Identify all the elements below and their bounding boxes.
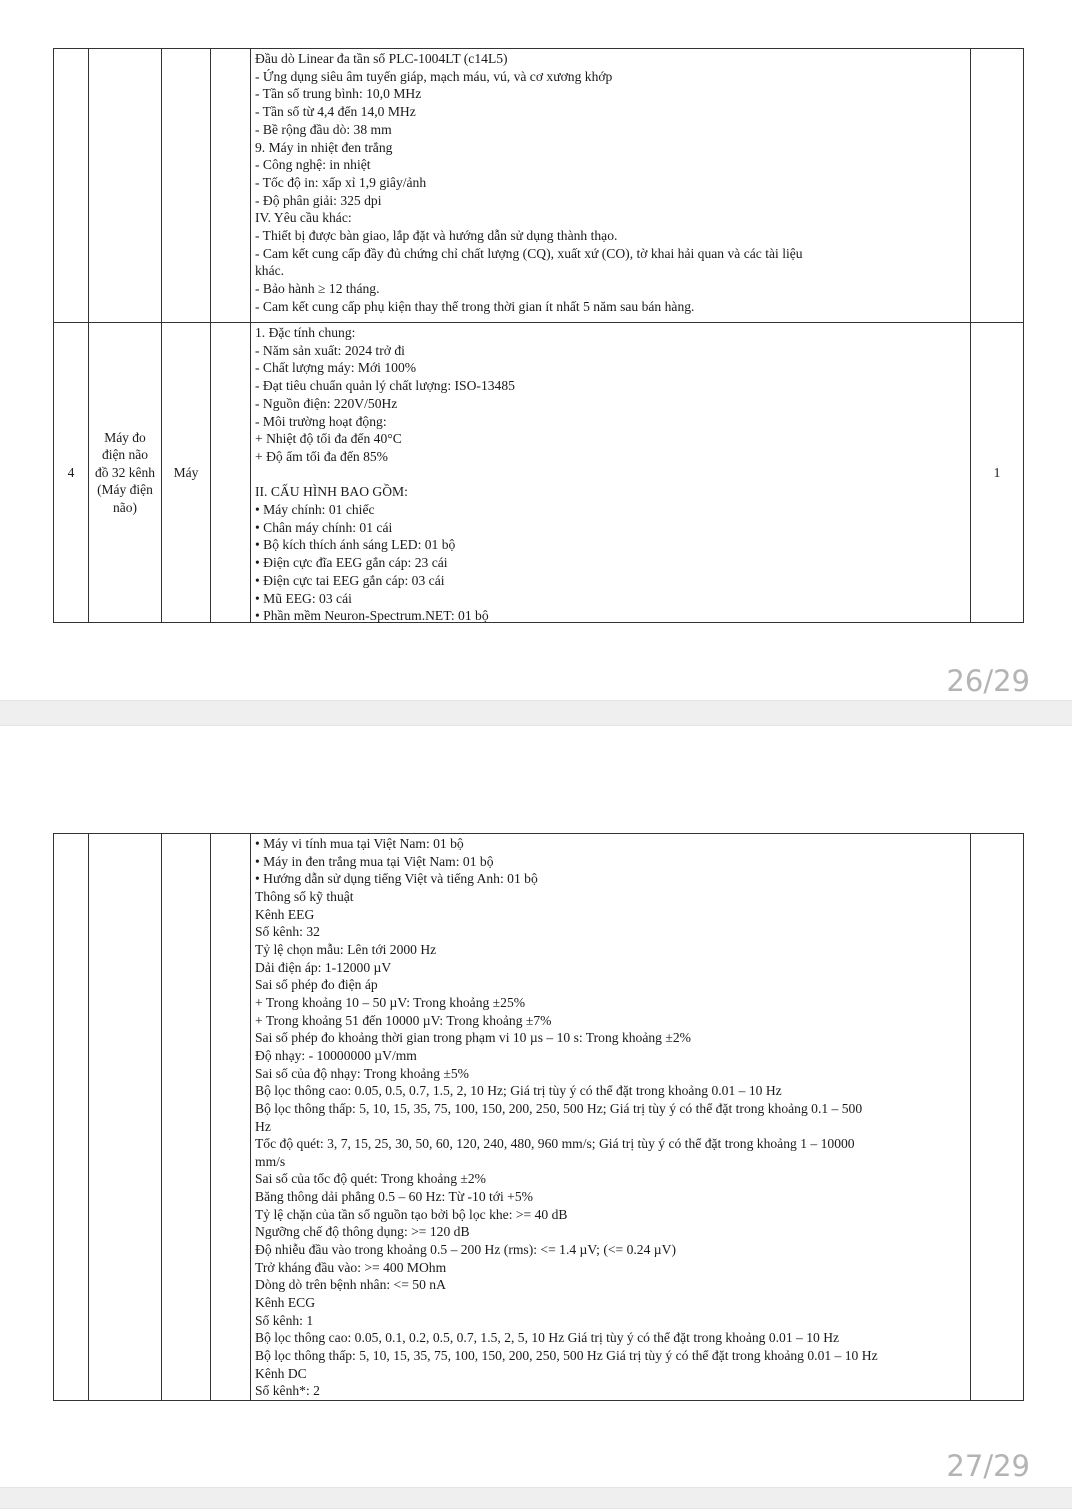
description-cell [251,323,971,622]
stt-cell: 4 [54,323,89,622]
description-line: - Môi trường hoạt động: [255,413,387,429]
description-line: Số kênh*: 2 [255,1383,320,1399]
description-line: Đầu dò Linear đa tần số PLC-1004LT (c14L5) [255,51,508,66]
description-line: khác. [255,263,285,279]
description-line: Dải điện áp: 1-12000 µV [255,959,392,975]
spec-table-page-27 [53,833,1024,1401]
description-line: Tỷ lệ chọn mẫu: Lên tới 2000 Hz [255,941,437,957]
description-line: - Chất lượng máy: Mới 100% [255,360,417,376]
description-line: Bộ lọc thông thấp: 5, 10, 15, 35, 75, 100, 150, 200, 250, 500 Hz Giá trị tùy ý có thể đặt trong khoảng 0.01 – 10 Hz [255,1348,878,1364]
stt-cell [54,49,89,322]
description-line: - Tần số từ 4,4 đến 14,0 MHz [255,104,416,120]
description-line: + Trong khoảng 51 đến 10000 µV: Trong khoảng ±7% [255,1012,552,1028]
description-line: Sai số phép đo khoảng thời gian trong phạm vi 10 µs – 10 s: Trong khoảng ±2% [255,1030,691,1046]
description-line: • Điện cực đĩa EEG gắn cáp: 23 cái [255,555,448,571]
name-cell [89,834,162,1400]
description-line: + Trong khoảng 10 – 50 µV: Trong khoảng ±25% [255,994,526,1010]
description-line: Bộ lọc thông cao: 0.05, 0.1, 0.2, 0.5, 0.7, 1.5, 2, 5, 10 Hz Giá trị tùy ý có thể đặt trong khoảng 0.01 – 10 Hz [255,1330,840,1346]
description-line: - Bề rộng đầu dò: 38 mm [255,121,392,137]
description-line: • Chân máy chính: 01 cái [255,519,393,535]
blank-cell [211,834,251,1400]
description-line: Sai số của tốc độ quét: Trong khoảng ±2% [255,1171,486,1187]
description-line: - Ứng dụng siêu âm tuyến giáp, mạch máu, vú, và cơ xương khớp [255,68,613,84]
description-line: Kênh EEG [255,906,315,922]
item-name-cell [89,323,162,622]
description-line: 9. Máy in nhiệt đen trắng [255,139,393,155]
blank-cell [211,323,251,622]
description-line: Độ nhạy: - 10000000 µV/mm [255,1047,417,1063]
description-line: mm/s [255,1153,286,1169]
description-line: Bộ lọc thông cao: 0.05, 0.5, 0.7, 1.5, 2, 10 Hz; Giá trị tùy ý có thể đặt trong khoảng 0.01 – 10 Hz [255,1083,782,1099]
description-line: - Thiết bị được bàn giao, lắp đặt và hướng dẫn sử dụng thành thạo. [255,228,618,244]
description-line: Sai số của độ nhạy: Trong khoảng ±5% [255,1065,470,1081]
item-name: Máy đo điện não đồ 32 kênh (Máy điện não) [95,429,155,515]
description-line: • Máy vi tính mua tại Việt Nam: 01 bộ [255,836,464,851]
table-row [54,49,1023,322]
page-number: 27/29 [946,1449,1030,1483]
description-line: - Tần số trung bình: 10,0 MHz [255,86,422,102]
quantity-cell [971,49,1023,322]
unit-cell: Máy [162,323,211,622]
description-line: Ngưỡng chế độ thông dụng: >= 120 dB [255,1224,470,1240]
description-line: Số kênh: 1 [255,1312,314,1328]
description-line: - Nguồn điện: 220V/50Hz [255,395,398,411]
description-line: Bộ lọc thông thấp: 5, 10, 15, 35, 75, 100, 150, 200, 250, 500 Hz; Giá trị tùy ý có thể đặt trong khoảng 0.1 – 500 [255,1100,863,1116]
description-line: • Phần mềm Neuron-Spectrum.NET: 01 bộ [255,608,489,624]
description-line: Số kênh: 32 [255,924,320,940]
description-line: • Bộ kích thích ánh sáng LED: 01 bộ [255,537,456,553]
table-row [54,834,1023,1400]
description-line: - Cam kết cung cấp đầy đủ chứng chỉ chất lượng (CQ), xuất xứ (CO), tờ khai hải quan và các tài liệu [255,245,803,261]
description-line: - Năm sản xuất: 2024 trở đi [255,342,405,358]
table-row [54,322,1023,622]
description-line: + Độ ẩm tối đa đến 85% [255,448,389,464]
description-line: Thông số kỹ thuật [255,888,354,904]
description-line: • Điện cực tai EEG gắn cáp: 03 cái [255,572,445,588]
quantity-cell: 1 [993,464,1001,480]
description-line: IV. Yêu cầu khác: [255,210,352,226]
page-separator [0,700,1072,726]
description-line: Dòng dò trên bệnh nhân: <= 50 nA [255,1277,446,1293]
description-line: Trở kháng đầu vào: >= 400 MOhm [255,1259,447,1275]
description-line: + Nhiệt độ tối đa đến 40°C [255,431,402,447]
description-line: Độ nhiễu đầu vào trong khoảng 0.5 – 200 Hz (rms): <= 1.4 µV; (<= 0.24 µV) [255,1242,676,1258]
stt-cell [54,834,89,1400]
description-cell [251,834,971,1400]
description-line: - Tốc độ in: xấp xỉ 1,9 giây/ảnh [255,174,427,190]
description-line: - Công nghệ: in nhiệt [255,157,371,173]
description-line: Kênh ECG [255,1295,316,1311]
description-line: • Hướng dẫn sử dụng tiếng Việt và tiếng Anh: 01 bộ [255,871,538,887]
description-line: Sai số phép đo điện áp [255,977,378,993]
blank-cell [211,49,251,322]
description-line: - Đạt tiêu chuẩn quản lý chất lượng: ISO-13485 [255,378,515,394]
description-line: II. CẤU HÌNH BAO GỒM: [255,484,408,500]
description-line: • Máy in đen trắng mua tại Việt Nam: 01 bộ [255,853,494,869]
description-line: Kênh DC [255,1365,307,1381]
page-separator [0,1487,1072,1509]
description-line: • Mũ EEG: 03 cái [255,590,352,606]
description-line: Tỷ lệ chặn của tần số nguồn tạo bởi bộ lọc khe: >= 40 dB [255,1206,568,1222]
unit-cell [162,49,211,322]
unit-cell [162,834,211,1400]
quantity-cell [971,834,1023,1400]
description-line: Tốc độ quét: 3, 7, 15, 25, 30, 50, 60, 120, 240, 480, 960 mm/s; Giá trị tùy ý có thể đặt trong khoảng 1 – 10000 [255,1136,855,1152]
name-cell [89,49,162,322]
description-line: Hz [255,1118,271,1134]
spec-table-page-26 [53,48,1024,623]
description-line: • Máy chính: 01 chiếc [255,502,375,518]
description-line: 1. Đặc tính chung: [255,325,356,340]
description-line [255,466,970,484]
page-number: 26/29 [946,664,1030,698]
description-line: Băng thông dải phẳng 0.5 – 60 Hz: Từ -10 tới +5% [255,1189,533,1205]
description-line: - Độ phân giải: 325 dpi [255,192,382,208]
description-line: - Cam kết cung cấp phụ kiện thay thế trong thời gian ít nhất 5 năm sau bán hàng. [255,298,695,314]
description-cell [251,49,971,322]
description-line: - Bảo hành ≥ 12 tháng. [255,281,380,297]
